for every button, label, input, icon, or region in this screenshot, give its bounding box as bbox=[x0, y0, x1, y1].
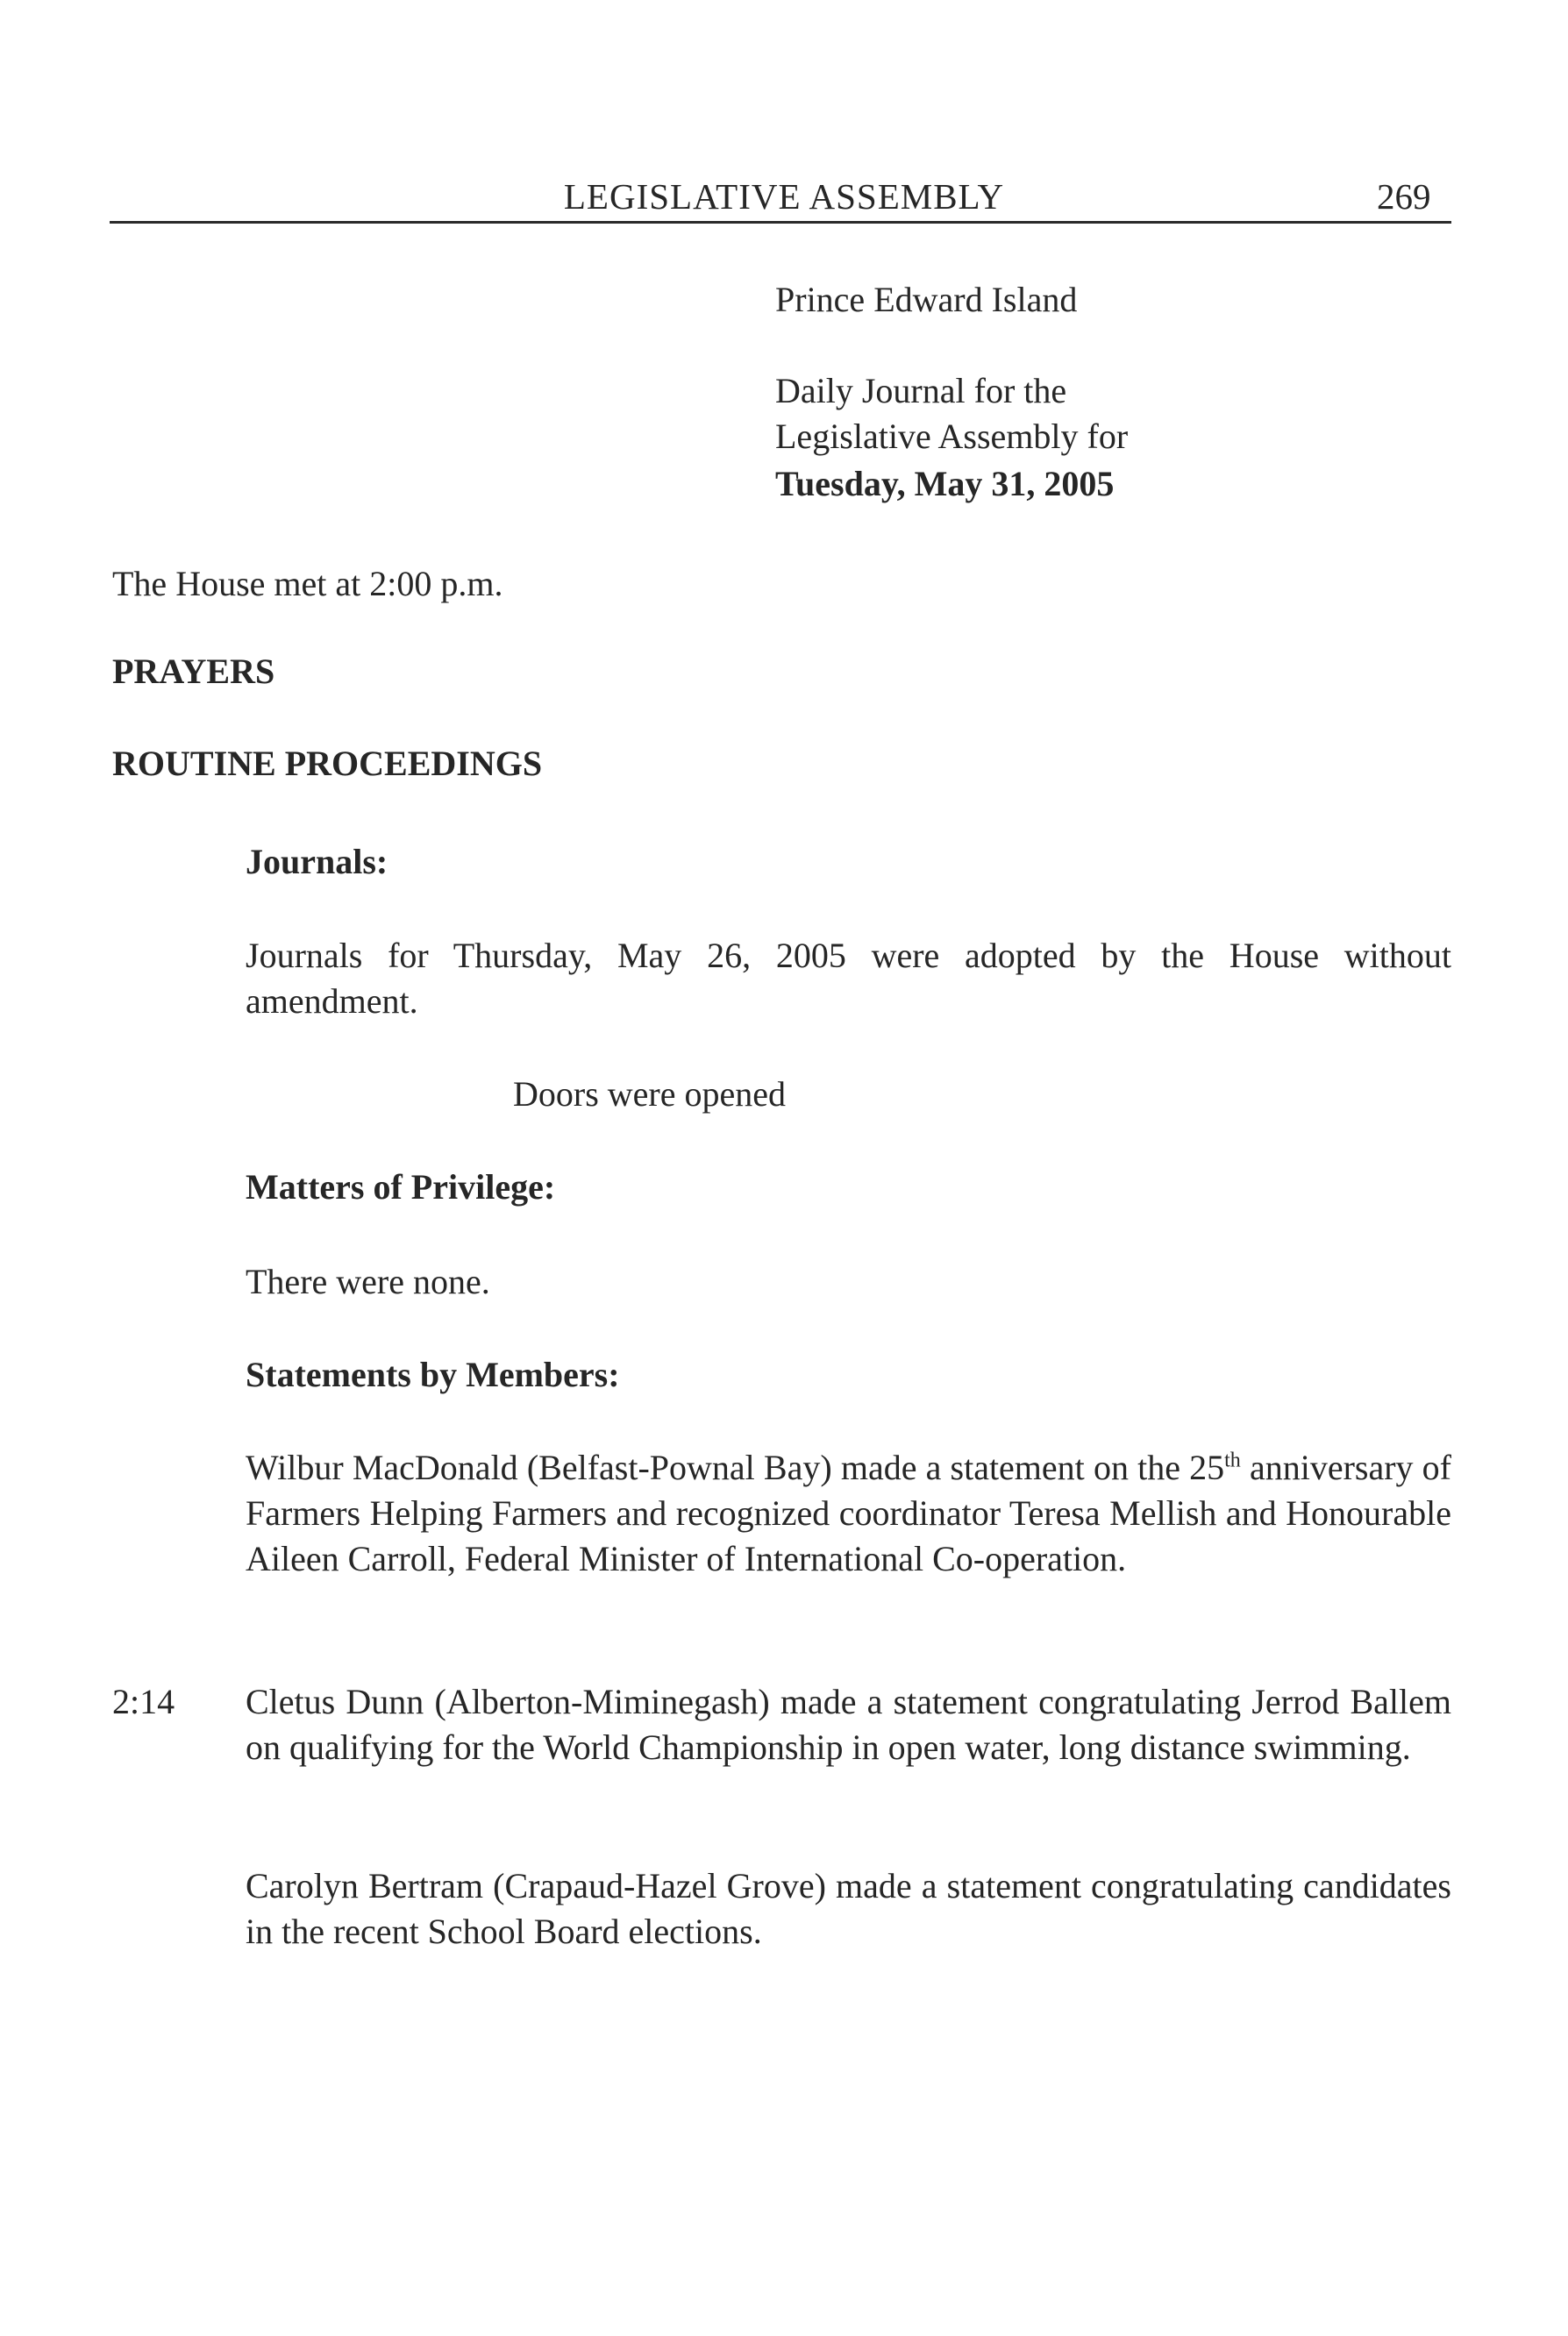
ordinal-superscript: th bbox=[1224, 1449, 1241, 1472]
journal-date: Tuesday, May 31, 2005 bbox=[775, 464, 1115, 503]
statement-macdonald bbox=[246, 1445, 1451, 1582]
house-met-text: The House met at 2:00 p.m. bbox=[112, 564, 503, 603]
journals-heading: Journals: bbox=[246, 842, 388, 881]
statement-macdonald-text-end: anniversary of Farmers Helping Farmers and recognized coordinator Teresa Mellish and Honourable Aileen Carroll, Federal Minister of International Co-operation. bbox=[246, 1448, 1452, 1578]
statement-macdonald-text-start: Wilbur MacDonald (Belfast-Pownal Bay) made a statement on the 25 bbox=[246, 1448, 1225, 1487]
prayers-heading: PRAYERS bbox=[112, 652, 275, 691]
province-name: Prince Edward Island bbox=[775, 280, 1078, 319]
journal-title-line-2: Legislative Assembly for bbox=[775, 417, 1129, 456]
journal-title-line-1: Daily Journal for the bbox=[775, 371, 1067, 410]
doors-opened-text: Doors were opened bbox=[513, 1074, 786, 1114]
page-number: 269 bbox=[1377, 176, 1431, 217]
statement-dunn: Cletus Dunn (Alberton-Miminegash) made a statement congratulating Jerrod Ballem on qualifying for the World Championship in open water, long distance swimming. bbox=[246, 1682, 1451, 1767]
running-header-title: LEGISLATIVE ASSEMBLY bbox=[563, 176, 1005, 217]
header-rule bbox=[110, 221, 1451, 224]
time-marker: 2:14 bbox=[112, 1682, 175, 1721]
statements-heading: Statements by Members: bbox=[246, 1355, 620, 1394]
statement-bertram: Carolyn Bertram (Crapaud-Hazel Grove) made a statement congratulating candidates in the recent School Board elections. bbox=[246, 1866, 1451, 1951]
privilege-text: There were none. bbox=[246, 1262, 490, 1301]
privilege-heading: Matters of Privilege: bbox=[246, 1167, 556, 1207]
routine-proceedings-heading: ROUTINE PROCEEDINGS bbox=[112, 744, 543, 783]
journals-text: Journals for Thursday, May 26, 2005 were adopted by the House without amendment. bbox=[246, 936, 1451, 1021]
